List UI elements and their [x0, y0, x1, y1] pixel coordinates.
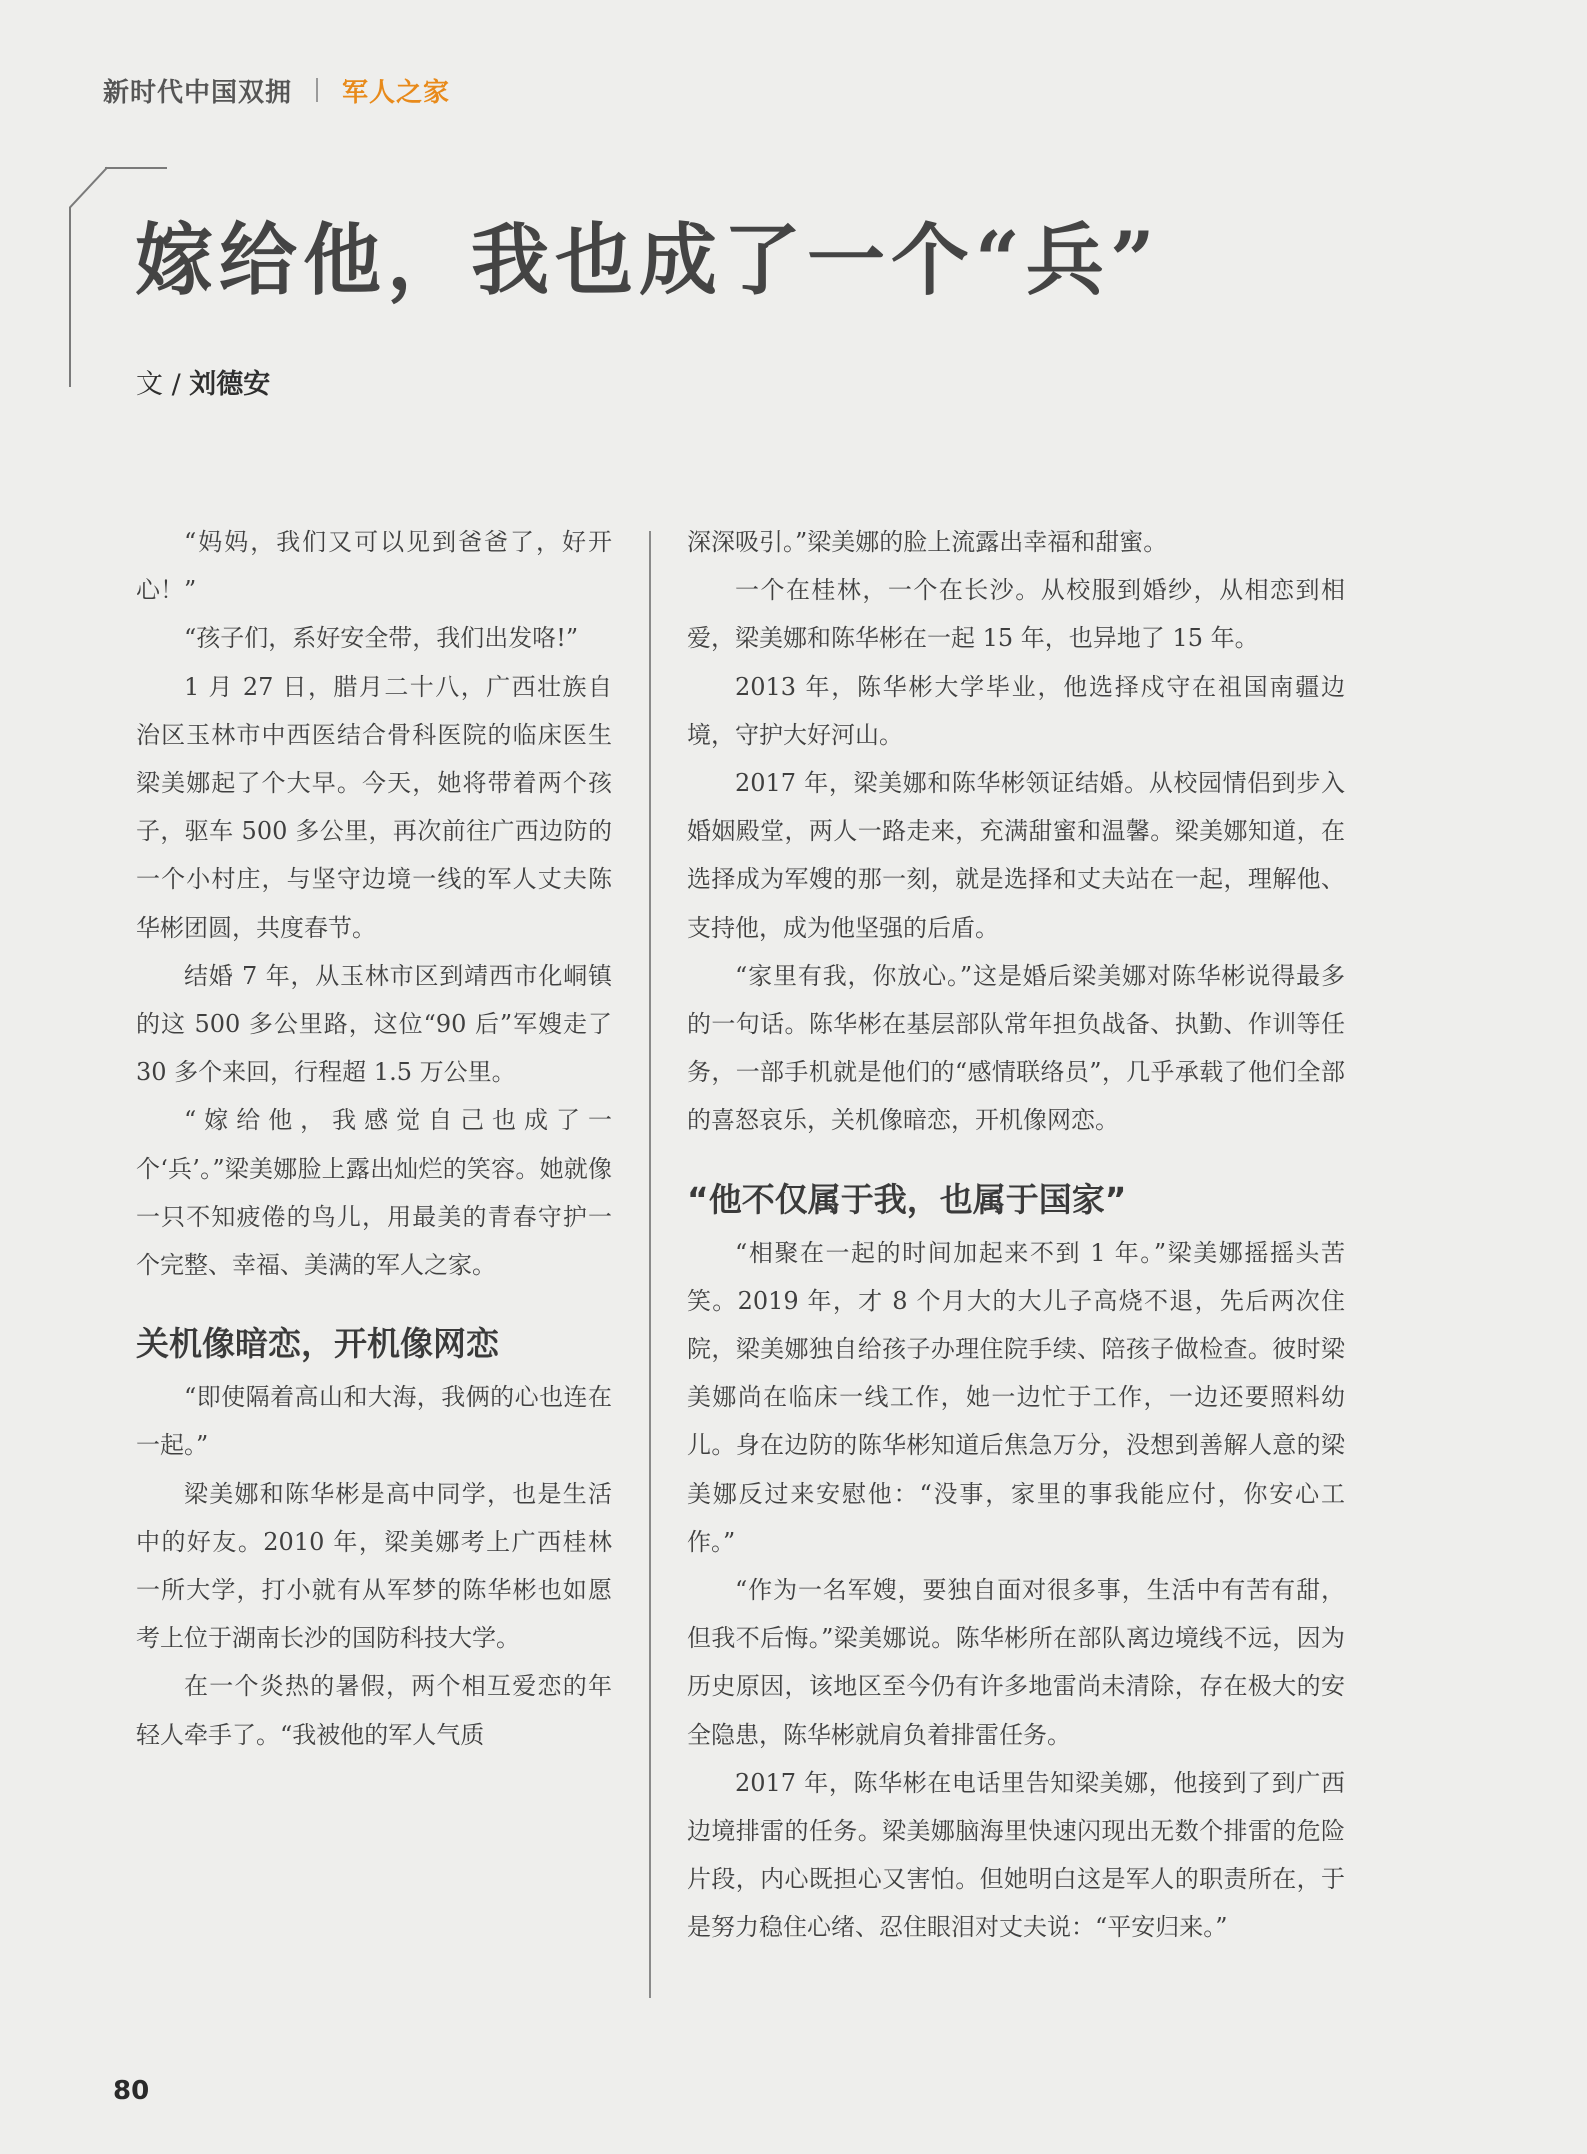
left-text-column — [136, 518, 612, 1759]
right-text-column — [687, 518, 1345, 1952]
decorative-corner-diagonal — [69, 167, 108, 209]
paragraph: 1 月 27 日，腊月二十八，广西壮族自治区玉林市中西医结合骨科医院的临床医生梁美娜起了个大早。今天，她将带着两个孩子，驱车 500 多公里，再次前往广西边防的一个小村庄，与坚守边境一线的军人丈夫陈华彬团圆，共度春节。 — [136, 672, 612, 942]
paragraph: 结婚 7 年，从玉林市区到靖西市化峒镇的这 500 多公里路，这位“90 后”军嫂走了 30 多个来回，行程超 1.5 万公里。 — [136, 961, 612, 1087]
paragraph: “作为一名军嫂，要独自面对很多事，生活中有苦有甜，但我不后悔。”梁美娜说。陈华彬所在部队离边境线不远，因为历史原因，该地区至今仍有许多地雷尚未清除，存在极大的安全隐患，陈华彬就肩负着排雷任务。 — [687, 1576, 1345, 1749]
decorative-corner-line — [105, 167, 167, 169]
paragraph: 梁美娜和陈华彬是高中同学，也是生活中的好友。2010 年，梁美娜考上广西桂林一所大学，打小就有从军梦的陈华彬也如愿考上位于湖南长沙的国防科技大学。 — [136, 1479, 612, 1653]
author-name: 刘德安 — [189, 369, 271, 400]
decorative-vertical-line — [69, 207, 71, 387]
page-number: 80 — [113, 2076, 150, 2106]
column-divider — [649, 531, 651, 1998]
byline — [136, 362, 270, 401]
column-name: 军人之家 — [342, 77, 451, 108]
byline-prefix: 文 / — [136, 369, 181, 400]
paragraph: 2013 年，陈华彬大学毕业，他选择戍守在祖国南疆边境，守护大好河山。 — [687, 672, 1345, 749]
paragraph: “孩子们，系好安全带，我们出发咯!” — [184, 624, 579, 653]
paragraph: “即使隔着高山和大海，我俩的心也连在一起。” — [136, 1383, 612, 1460]
paragraph: “嫁给他，我感觉自己也成了一个‘兵’。”梁美娜脸上露出灿烂的笑容。她就像一只不知疲倦的鸟儿，用最美的青春守护一个完整、幸福、美满的军人之家。 — [136, 1106, 612, 1280]
paragraph: 2017 年，陈华彬在电话里告知梁美娜，他接到了到广西边境排雷的任务。梁美娜脑海里快速闪现出无数个排雷的危险片段，内心既担心又害怕。但她明白这是军人的职责所在，于是努力稳住心绪、忍住眼泪对丈夫说：“平安归来。” — [687, 1768, 1345, 1942]
paragraph-continued: 深深吸引。”梁美娜的脸上流露出幸福和甜蜜。 — [687, 528, 1168, 556]
header-separator — [316, 78, 318, 102]
running-header — [103, 70, 450, 110]
paragraph: 一个在桂林，一个在长沙。从校服到婚纱，从相恋到相爱，梁美娜和陈华彬在一起 15 年，也异地了 15 年。 — [687, 576, 1345, 653]
paragraph: “妈妈，我们又可以见到爸爸了，好开心！” — [136, 528, 612, 605]
article-title: 嫁给他，我也成了一个“兵” — [135, 215, 1161, 306]
paragraph: 在一个炎热的暑假，两个相互爱恋的年轻人牵手了。“我被他的军人气质 — [136, 1672, 612, 1749]
paragraph: 2017 年，梁美娜和陈华彬领证结婚。从校园情侣到步入婚姻殿堂，两人一路走来，充满甜蜜和温馨。梁美娜知道，在选择成为军嫂的那一刻，就是选择和丈夫站在一起，理解他、支持他，成为他坚强的后盾。 — [687, 769, 1345, 942]
magazine-name: 新时代中国双拥 — [103, 77, 293, 108]
paragraph: “相聚在一起的时间加起来不到 1 年。”梁美娜摇摇头苦笑。2019 年，才 8 个月大的大儿子高烧不退，先后两次住院，梁美娜独自给孩子办理住院手续、陪孩子做检查。彼时梁美娜尚在临床一线工作，她一边忙于工作，一边还要照料幼儿。身在边防的陈华彬知道后焦急万分，没想到善解人意的梁美娜反过来安慰他：“没事，家里的事我能应付，你安心工作。” — [687, 1238, 1345, 1556]
section-heading: “他不仅属于我，也属于国家” — [687, 1179, 1127, 1219]
section-heading: 关机像暗恋，开机像网恋 — [136, 1324, 499, 1364]
paragraph: “家里有我，你放心。”这是婚后梁美娜对陈华彬说得最多的一句话。陈华彬在基层部队常年担负战备、执勤、作训等任务，一部手机就是他们的“感情联络员”，几乎承载了他们全部的喜怒哀乐，关机像暗恋，开机像网恋。 — [687, 961, 1345, 1135]
